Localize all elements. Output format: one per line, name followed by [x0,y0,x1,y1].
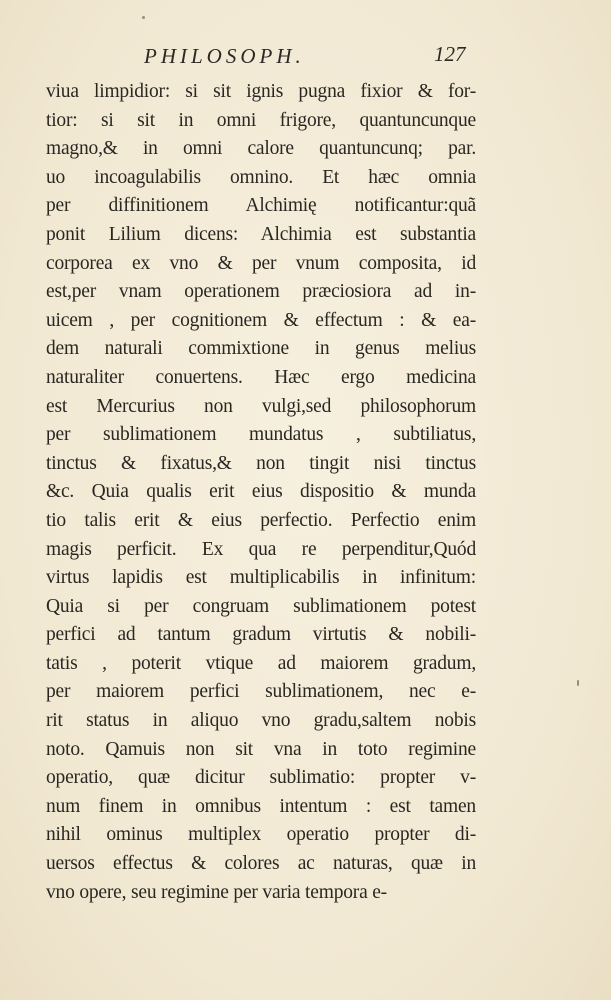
text-line: dem naturali commixtione in genus melius [46,338,476,360]
text-line: viua limpidior: si sit ignis pugna fixior & for- [46,81,476,102]
text-line: naturaliter conuertens. Hæc ergo medicina [46,366,476,388]
text-line: tio talis erit & eius perfectio. Perfectio enim [46,509,476,531]
text-line: magno,& in omni calore quantuncunq; par. [46,138,476,160]
text-line: vno opere, seu regimine per varia tempora e- [46,881,387,903]
text-line: rit status in aliquo vno gradu,saltem nobis [46,710,476,732]
text-line: virtus lapidis est multiplicabilis in infinitum: [46,567,476,589]
text-line: uicem , per cognitionem & effectum : & ea- [46,309,476,331]
text-line: uersos effectus & colores ac naturas, quæ in [46,853,476,875]
ink-speck [142,16,145,19]
text-line: per sublimationem mundatus , subtiliatus, [46,424,476,446]
text-line: ponit Lilium dicens: Alchimia est substantia [46,223,476,245]
text-line: tinctus & fixatus,& non tingit nisi tinctus [46,452,476,474]
text-line: per diffinitionem Alchimię notificantur:quã [46,195,476,217]
page-number: 127 [434,42,466,66]
running-title: PHILOSOPH. [144,44,305,68]
text-line: operatio, quæ dicitur sublimatio: propter v- [46,767,476,789]
text-line: Quia si per congruam sublimationem potest [46,595,476,617]
text-line: num finem in omnibus intentum : est tamen [46,795,476,817]
text-line: magis perficit. Ex qua re perpenditur,Quód [46,538,476,560]
text-line: tior: si sit in omni frigore, quantuncunque [46,109,476,131]
text-line: &c. Quia qualis erit eius dispositio & munda [46,481,476,503]
ink-speck [577,680,579,686]
text-line: nihil ominus multiplex operatio propter di- [46,824,476,846]
text-line: corporea ex vno & per vnum composita, id [46,252,476,274]
text-line: noto. Qamuis non sit vna in toto regimine [46,738,476,760]
text-line: est,per vnam operationem præciosiora ad in- [46,281,476,303]
text-line: est Mercurius non vulgi,sed philosophorum [46,395,476,417]
body-text [46,78,476,907]
text-line: uo incoagulabilis omnino. Et hæc omnia [46,166,476,188]
text-line: perfici ad tantum gradum virtutis & nobili- [46,624,476,646]
text-line: tatis , poterit vtique ad maiorem gradum, [46,652,476,674]
page-header [0,44,611,74]
text-line: per maiorem perfici sublimationem, nec e- [46,681,476,703]
